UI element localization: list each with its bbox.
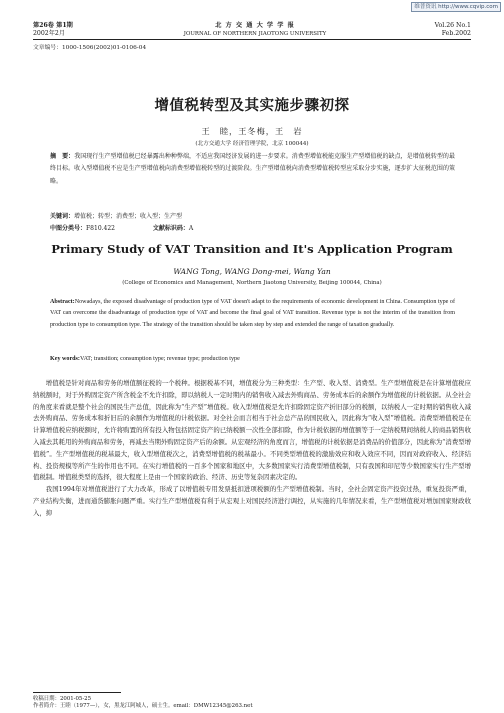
volume-cn: 第26卷 第1期 xyxy=(33,22,73,29)
doc-code-label: 文献标识码： xyxy=(152,225,189,232)
date-cn: 2002年2月 xyxy=(33,30,66,37)
body-paragraph: 我国1994年对增值税进行了大力改革，形成了以增值税专用发票抵扣进项税额的生产型增值税制。当时，全社会固定资产投资过热，重复投资严重，产业结构失衡，进而通货膨胀问题严重。实行生产型增值税有利于从宏观上对国民经济进行调控，从实施的几年情况来看，生产型增值税对增加国家财政收入，抑 xyxy=(33,485,471,517)
watermark-badge: 维普资讯 http://www.cqvip.com xyxy=(411,2,501,12)
clc-label: 中图分类号： xyxy=(50,225,87,232)
body-paragraph: 增值税是针对商品和劳务的增值额征税的一个税种。根据税基不同，增值税分为三种类型：生产型、收入型、消费型。生产型增值税是在计算增值税应纳税额时，对于外购固定资产所含税金不允许扣除，即以纳税人一定时期内的销售收入减去外购商品、劳务成本后的余额作为增值税的计税依据。从全社会的角度来看就是整个社会的国民生产总值，因此称为“生产型”增值税。收入型增值税是允许扣除固定资产折旧部分的税额，以纳税人一定时期的销售收入减去外购商品、劳务成本和折旧后的余额作为增值税的计税依据。对全社会而言相当于社会总产品的国民收入，因此称为“收入型”增值税。消费型增值税是在计算增值税应纳税额时，允许将购置的所有投入物包括固定资产的已纳税额一次性全部扣除，作为计税依据的增值额等于一定纳税期间纳税人的商品销售收入减去其耗用的外购商品和劳务，再减去当期外购固定资产后的余额。从宏观经济的角度而言，增值税的计税依据是消费品的价值部分，因此称为“消费型增值税”。生产型增值税的税基最大，收入型增值税次之，消费型增值税的税基最小。不同类型增值税的激励效应和收入效应不同，因而对政府收入、经济结构、投资规模等所产生的作用也不同。在实行增值税的一百多个国家和地区中，大多数国家实行消费型增值税制，只有我国和印尼等少数国家实行生产型增值税制。增值税类型的选择，很大程度上是由一个国家的政治、经济、历史等复杂因素决定的。 xyxy=(33,379,471,482)
abstract-cn-text: 我国现行生产型增值税已经暴露出种种弊端，不适应我国经济发展的进一步要求。消费型增值税能克服生产型增值税的缺点，是增值税转型的最终目标。收入型增值税不应是生产型增值税向消费型增值税转型的过渡阶段。生产型增值税向消费型增值税转型应采取分步实施，逐步扩大征税范围的策略。 xyxy=(50,153,455,185)
footnote-author: 作者简介：王睦（1977—），女，黑龙江阿城人，硕士生。email：DMW12345@263.net xyxy=(33,703,253,709)
keywords-cn xyxy=(50,211,182,220)
abstract-cn xyxy=(50,151,455,188)
affiliation-cn: (北方交通大学 经济管理学院，北京 100044) xyxy=(195,141,309,147)
keywords-en xyxy=(50,356,240,362)
authors-cn: 王 睦，王冬梅，王 岩 xyxy=(201,126,303,136)
abstract-cn-label: 摘 要： xyxy=(50,153,75,160)
article-number: 文章编号：1000-1506(2002)01-0106-04 xyxy=(33,45,147,51)
volume-en: Vol.26 No.1 xyxy=(434,22,471,29)
footnote-rule xyxy=(33,692,121,693)
paper-title-en: Primary Study of VAT Transition and It's Application Program xyxy=(51,242,453,256)
clc-code: F810.422 xyxy=(86,225,115,232)
abstract-en xyxy=(50,297,455,331)
journal-en: JOURNAL OF NORTHERN JIAOTONG UNIVERSITY xyxy=(183,31,327,37)
keywords-cn-text: 增值税；转型；消费型；收入型；生产型 xyxy=(74,213,183,220)
classification xyxy=(50,223,193,232)
body-text xyxy=(33,378,471,520)
date-en: Feb.2002 xyxy=(441,30,471,37)
keywords-en-label: Key words: xyxy=(50,356,80,362)
paper-title-cn: 增值税转型及其实施步骤初探 xyxy=(154,98,350,114)
journal-cn: 北 方 交 通 大 学 学 报 xyxy=(215,22,295,29)
doc-code: A xyxy=(188,225,194,232)
authors-en: WANG Tong, WANG Dong-mei, Wang Yan xyxy=(173,267,331,276)
footnote-received: 收稿日期：2001-05-25 xyxy=(33,696,92,702)
affiliation-en: (College of Economics and Management, Northern Jiaotong University, Beijing 100044, China) xyxy=(122,280,382,286)
header-rule xyxy=(33,39,471,40)
abstract-en-text: Nowadays, the exposed disadvantage of production type of VAT doesn't adapt to the requirements of economic development in China. Consumption type of VAT can overcome the disadvantage of production type of VAT and become the final goal of VAT transition. Revenue type is not the interim of the transition from production type to consumption type. The strategy of the transition should be taken step by step and extended the range of taxation gradually. xyxy=(50,299,455,328)
keywords-en-text: VAT; transition; consumption type; revenue type; production type xyxy=(79,356,240,362)
keywords-cn-label: 关键词： xyxy=(50,213,75,220)
abstract-en-label: Abstract: xyxy=(50,299,75,305)
